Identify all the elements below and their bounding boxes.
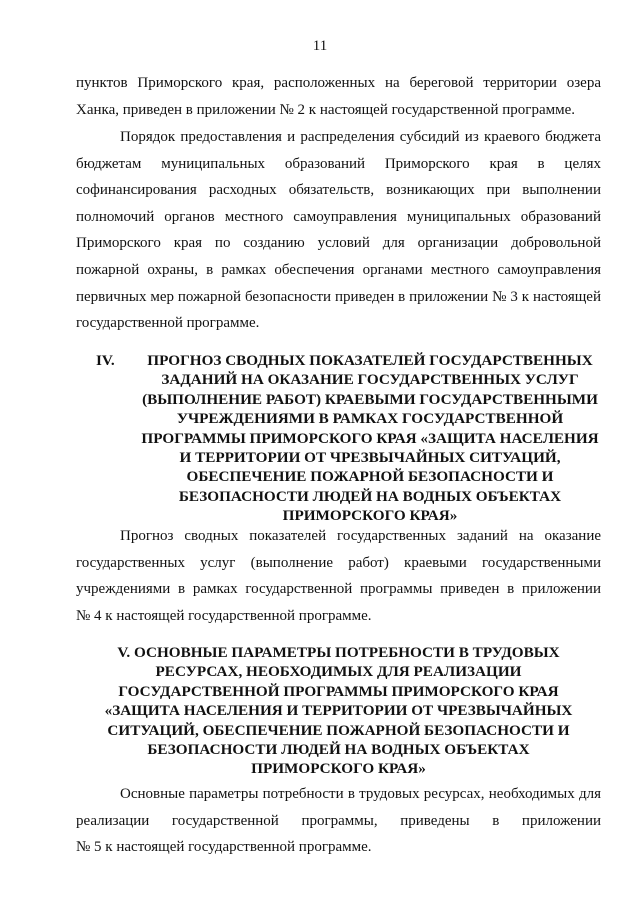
text-line: пожарной охраны, в рамках обеспечения органами местного самоуправления xyxy=(76,261,601,278)
heading-line: ОБЕСПЕЧЕНИЕ ПОЖАРНОЙ БЕЗОПАСНОСТИ И xyxy=(186,468,554,486)
heading-line: УЧРЕЖДЕНИЯМИ В РАМКАХ ГОСУДАРСТВЕННОЙ xyxy=(176,410,564,428)
heading-line: БЕЗОПАСНОСТИ ЛЮДЕЙ НА ВОДНЫХ ОБЪЕКТАХ xyxy=(178,487,562,505)
text-line: Основные параметры потребности в трудовых ресурсах, необходимых для xyxy=(120,786,601,802)
heading-line: ПРИМОРСКОГО КРАЯ» xyxy=(282,507,458,525)
heading-line: ГОСУДАРСТВЕННОЙ ПРОГРАММЫ ПРИМОРСКОГО КРАЯ xyxy=(118,682,559,700)
text-line: бюджетам муниципальных образований Приморского края в целях xyxy=(76,155,601,172)
text-line: Порядок предоставления и распределения субсидий из краевого бюджета xyxy=(120,129,601,145)
text-line: № 5 к настоящей государственной программе. xyxy=(76,839,372,856)
text-line: государственных услуг (выполнение работ) краевыми государственными xyxy=(76,554,601,571)
text-line: пунктов Приморского края, расположенных на береговой территории озера xyxy=(76,75,601,91)
heading-line: (ВЫПОЛНЕНИЕ РАБОТ) КРАЕВЫМИ ГОСУДАРСТВЕННЫМИ xyxy=(142,390,598,408)
paragraph-continuation xyxy=(76,70,601,123)
heading-line: ПРОГРАММЫ ПРИМОРСКОГО КРАЯ «ЗАЩИТА НАСЕЛЕНИЯ xyxy=(141,429,599,447)
text-line: полномочий органов местного самоуправления муниципальных образований xyxy=(76,208,601,225)
section-heading-v xyxy=(76,643,601,779)
heading-line: СИТУАЦИЙ, ОБЕСПЕЧЕНИЕ ПОЖАРНОЙ БЕЗОПАСНОСТИ И xyxy=(107,721,570,739)
heading-line: «ЗАЩИТА НАСЕЛЕНИЯ И ТЕРРИТОРИИ ОТ ЧРЕЗВЫЧАЙНЫХ xyxy=(104,702,573,720)
heading-line: ПРИМОРСКОГО КРАЯ» xyxy=(251,760,426,778)
heading-line: ЗАДАНИЙ НА ОКАЗАНИЕ ГОСУДАРСТВЕННЫХ УСЛУГ xyxy=(161,371,579,389)
paragraph-subsidies xyxy=(76,124,601,337)
text-line: Приморского края по созданию условий для организации добровольной xyxy=(76,235,601,252)
text-line: Ханка, приведен в приложении № 2 к настоящей государственной программе. xyxy=(76,101,575,118)
page-number: 11 xyxy=(312,38,328,54)
heading-line: ПРОГНОЗ СВОДНЫХ ПОКАЗАТЕЛЕЙ ГОСУДАРСТВЕННЫХ xyxy=(147,352,593,369)
paragraph-labor-resources xyxy=(76,781,601,861)
text-line: Прогноз сводных показателей государственных заданий на оказание xyxy=(120,528,601,544)
section-heading-iv xyxy=(130,351,610,526)
text-line: софинансирования расходных обязательств, возникающих при выполнении xyxy=(76,182,601,199)
heading-line: V. ОСНОВНЫЕ ПАРАМЕТРЫ ПОТРЕБНОСТИ В ТРУДОВЫХ xyxy=(117,644,560,661)
text-line: первичных мер пожарной безопасности приведен в приложении № 3 к настоящей xyxy=(76,288,601,305)
paragraph-forecast xyxy=(76,523,601,629)
heading-line: И ТЕРРИТОРИИ ОТ ЧРЕЗВЫЧАЙНЫХ СИТУАЦИЙ, xyxy=(179,449,561,467)
text-line: учреждениями в рамках государственной программы приведен в приложении xyxy=(76,581,601,598)
section-number: IV. xyxy=(96,352,115,369)
text-line: реализации государственной программы, приведены в приложении xyxy=(76,812,601,829)
text-line: № 4 к настоящей государственной программе. xyxy=(76,607,372,624)
heading-line: БЕЗОПАСНОСТИ ЛЮДЕЙ НА ВОДНЫХ ОБЪЕКТАХ xyxy=(147,741,530,759)
heading-line: РЕСУРСАХ, НЕОБХОДИМЫХ ДЛЯ РЕАЛИЗАЦИИ xyxy=(155,663,522,681)
text-line: государственной программе. xyxy=(76,315,260,332)
